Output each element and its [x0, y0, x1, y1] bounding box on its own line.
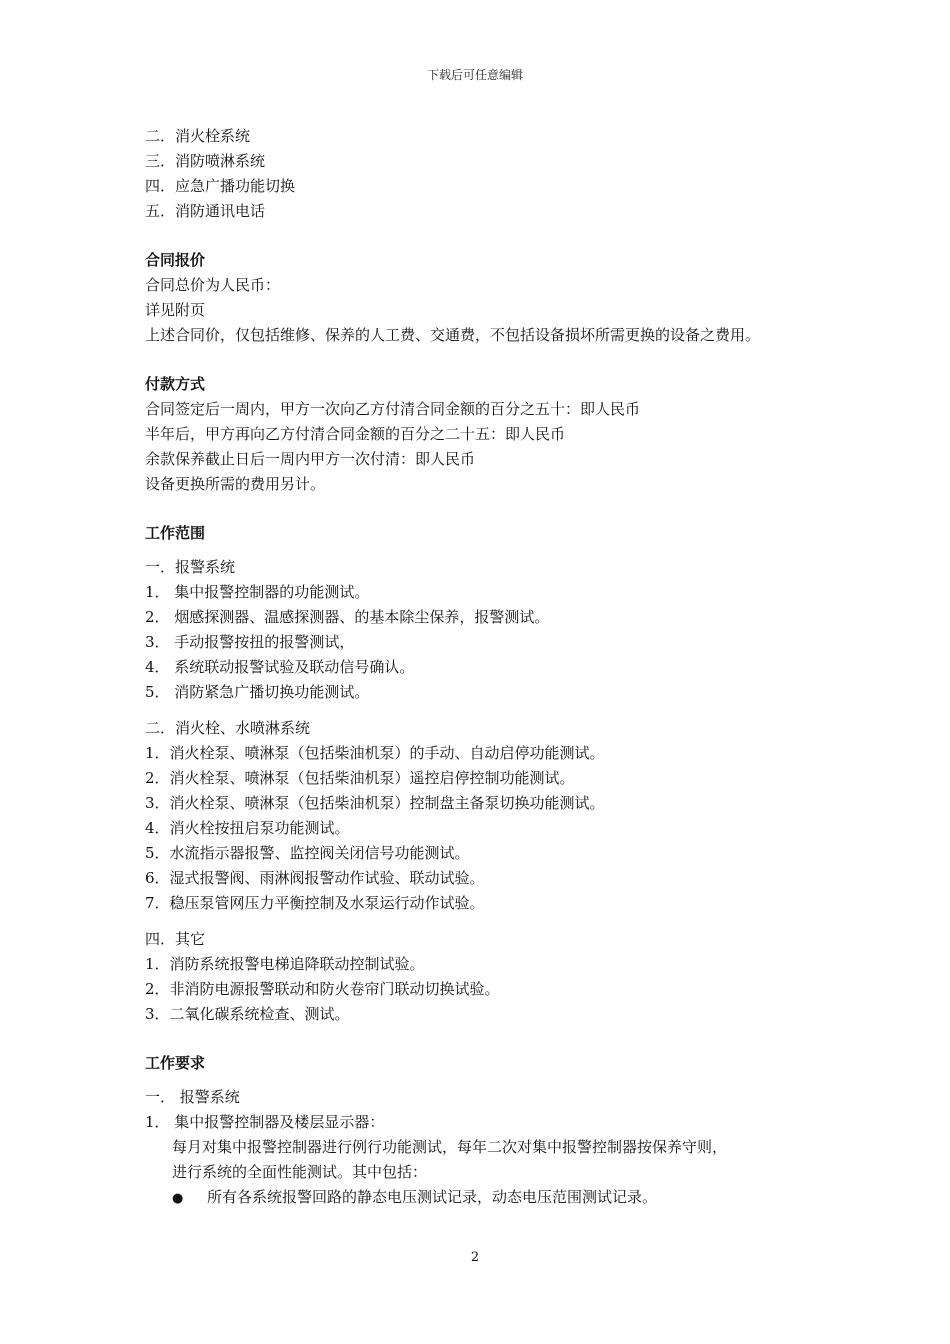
scope-item: 4． 系统联动报警试验及联动信号确认。	[145, 658, 415, 676]
requirements-title: 工作要求	[145, 1054, 206, 1072]
scope-item: 1．消防系统报警电梯追降联动控制试验。	[145, 955, 425, 973]
scope-item: 3．消火栓泵、喷淋泵（包括柴油机泵）控制盘主备泵切换功能测试。	[145, 794, 605, 812]
page-header: 下载后可任意编辑	[426, 68, 523, 82]
bullet-dot-icon: ●	[172, 1191, 184, 1206]
payment-title: 付款方式	[145, 375, 206, 393]
requirements-item: 1． 集中报警控制器及楼层显示器：	[145, 1113, 385, 1131]
payment-line: 合同签定后一周内，甲方一次向乙方付清合同金额的百分之五十：即人民币	[145, 400, 641, 418]
scope-item: 1． 集中报警控制器的功能测试。	[145, 583, 370, 601]
payment-line: 半年后，甲方再向乙方付清合同金额的百分之二十五：即人民币	[145, 425, 566, 443]
scope-item: 5．水流指示器报警、监控阀关闭信号功能测试。	[145, 844, 470, 862]
scope-group-heading: 一．报警系统	[145, 558, 236, 576]
intro-item: 二．消火栓系统	[145, 127, 251, 145]
requirements-heading: 一． 报警系统	[145, 1088, 240, 1106]
scope-item: 6．湿式报警阀、雨淋阀报警动作试验、联动试验。	[145, 869, 485, 887]
intro-item: 四．应急广播功能切换	[145, 177, 296, 195]
payment-line: 设备更换所需的费用另计。	[145, 475, 326, 493]
scope-item: 2．非消防电源报警联动和防火卷帘门联动切换试验。	[145, 980, 500, 998]
scope-item: 3． 手动报警按扭的报警测试，	[145, 633, 355, 651]
scope-item: 2． 烟感探测器、温感探测器、的基本除尘保养，报警测试。	[145, 608, 550, 626]
payment-line: 余款保养截止日后一周内甲方一次付清：即人民币	[145, 450, 476, 468]
intro-item: 三．消防喷淋系统	[145, 152, 266, 170]
scope-group-heading: 二．消火栓、水喷淋系统	[145, 719, 311, 737]
scope-item: 2．消火栓泵、喷淋泵（包括柴油机泵）遥控启停控制功能测试。	[145, 769, 575, 787]
intro-item: 五．消防通讯电话	[145, 202, 266, 220]
bullet-text: 所有各系统报警回路的静态电压测试记录，动态电压范围测试记录。	[207, 1188, 658, 1206]
price-line: 上述合同价，仅包括维修、保养的人工费、交通费，不包括设备损坏所需更换的设备之费用。	[145, 326, 761, 344]
scope-item: 4．消火栓按扭启泵功能测试。	[145, 819, 350, 837]
scope-item: 1．消火栓泵、喷淋泵（包括柴油机泵）的手动、自动启停功能测试。	[145, 744, 605, 762]
price-line: 合同总价为人民币：	[145, 276, 281, 294]
document-body	[145, 124, 825, 1210]
requirements-bullet-item	[145, 1185, 825, 1210]
scope-title: 工作范围	[145, 524, 206, 542]
price-line: 详见附页	[145, 301, 206, 319]
scope-group-heading: 四．其它	[145, 930, 206, 948]
price-title: 合同报价	[145, 251, 206, 269]
scope-item: 7．稳压泵管网压力平衡控制及水泵运行动作试验。	[145, 894, 485, 912]
scope-item: 3．二氧化碳系统检查、测试。	[145, 1005, 350, 1023]
requirements-paragraph-line: 进行系统的全面性能测试。其中包括：	[172, 1163, 428, 1181]
requirements-paragraph-line: 每月对集中报警控制器进行例行功能测试，每年二次对集中报警控制器按保养守则，	[172, 1138, 728, 1156]
page-number: 2	[470, 1250, 480, 1265]
scope-item: 5． 消防紧急广播切换功能测试。	[145, 683, 370, 701]
